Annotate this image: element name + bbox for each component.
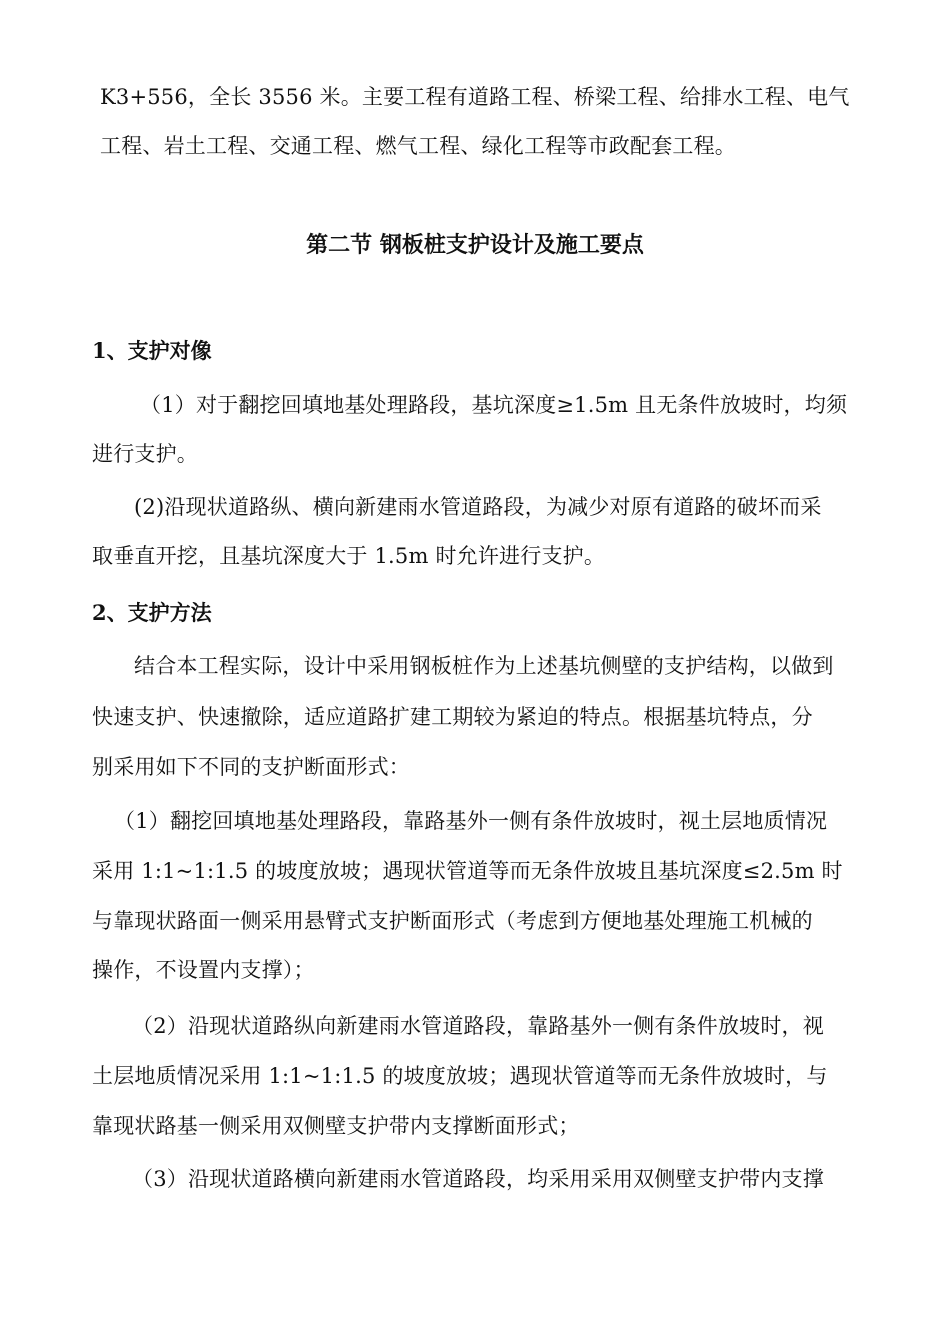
s1-paragraph-1-line-1: （1）对于翻挖回填地基处理路段，基坑深度≥1.5m 且无条件放坡时，均须: [140, 393, 848, 417]
s1-paragraph-1-line-2: 进行支护。: [92, 442, 198, 466]
section-title: 第二节 钢板桩支护设计及施工要点: [306, 232, 644, 258]
s2-item-1-line-1: （1）翻挖回填地基处理路段，靠路基外一侧有条件放坡时，视土层地质情况: [114, 809, 828, 833]
s1-paragraph-2-line-2: 取垂直开挖，且基坑深度大于 1.5m 时允许进行支护。: [92, 544, 606, 568]
s2-intro-line-2: 快速支护、快速撤除，适应道路扩建工期较为紧迫的特点。根据基坑特点，分: [92, 705, 813, 729]
intro-line-2: 工程、岩土工程、交通工程、燃气工程、绿化工程等市政配套工程。: [100, 134, 736, 158]
section-2-heading: 2、支护方法: [92, 600, 212, 625]
s2-item-1-line-4: 操作，不设置内支撑）；: [92, 958, 315, 982]
s2-item-2-line-1: （2）沿现状道路纵向新建雨水管道路段，靠路基外一侧有条件放坡时，视: [132, 1014, 824, 1038]
s2-item-3-line-1: （3）沿现状道路横向新建雨水管道路段，均采用采用双侧壁支护带内支撑: [132, 1167, 824, 1191]
s2-intro-line-1: 结合本工程实际，设计中采用钢板桩作为上述基坑侧壁的支护结构，以做到: [134, 654, 834, 678]
s1-paragraph-2-line-1: (2)沿现状道路纵、横向新建雨水管道路段，为减少对原有道路的破坏而采: [134, 495, 822, 519]
section-1-heading: 1、支护对像: [92, 338, 212, 363]
s2-item-2-line-3: 靠现状路基一侧采用双侧壁支护带内支撑断面形式；: [92, 1114, 580, 1138]
s2-item-2-line-2: 土层地质情况采用 1:1~1:1.5 的坡度放坡；遇现状管道等而无条件放坡时，与: [92, 1064, 828, 1088]
intro-line-1: K3+556，全长 3556 米。主要工程有道路工程、桥梁工程、给排水工程、电气: [100, 85, 850, 109]
s2-item-1-line-3: 与靠现状路面一侧采用悬臂式支护断面形式（考虑到方便地基处理施工机械的: [92, 909, 813, 933]
s2-item-1-line-2: 采用 1:1~1:1.5 的坡度放坡；遇现状管道等而无条件放坡且基坑深度≤2.5m 时: [92, 859, 843, 883]
s2-intro-line-3: 别采用如下不同的支护断面形式：: [92, 755, 410, 779]
